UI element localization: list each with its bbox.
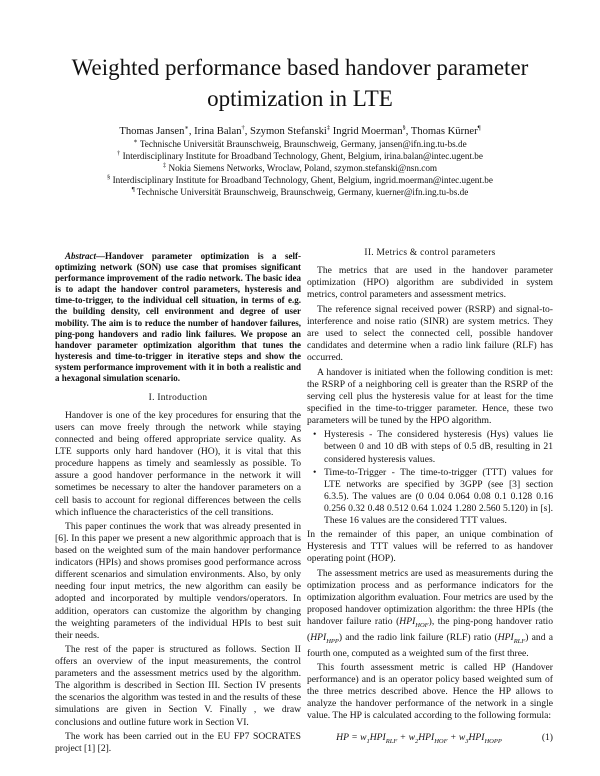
text-run: ) and a fourth one, computed as a weighted sum of the first three. bbox=[307, 631, 553, 659]
equation-number: (1) bbox=[541, 731, 553, 743]
parameter-list bbox=[307, 429, 553, 526]
affiliation-text: Interdisciplinary Institute for Broadband Technology, Ghent, Belgium, irina.balan@intec.ugent.be bbox=[122, 150, 483, 161]
author-name: Thomas Kürner bbox=[410, 126, 478, 137]
abstract-label: Abstract bbox=[65, 251, 97, 261]
list-item-text: Hysteresis - The considered hysteresis (Hys) values lie between 0 and 10 dB with steps of 0.5 dB, resulting in 21 considered hysteresis values. bbox=[324, 429, 553, 465]
math-symbol: HPI bbox=[399, 615, 416, 627]
equation-formula: HP = $w_1HPI_{RLF} + w_2HPI_{HOF} + w_3HPI_{HOPP}$ bbox=[336, 731, 502, 745]
author-list: Thomas Jansen∗, Irina Balan†, Szymon Stefanski‡ Ingrid Moerman§, Thomas Kürner¶ bbox=[119, 124, 481, 137]
paragraph: The work has been carried out in the EU FP7 SOCRATES project [1] [2]. bbox=[55, 731, 301, 755]
equation-1 bbox=[307, 732, 553, 752]
math-subscript: 2 bbox=[414, 737, 419, 745]
paragraph: A handover is initiated when the following condition is met: the RSRP of a neighboring cell is greater than the RSRP of the serving cell plus the hysteresis value for at least for the time specified in the time-to-trigger parameter. Hence, these two parameters will be tuned by the HPO algorithm. bbox=[307, 366, 553, 426]
text-run: ), the ping-pong handover ratio ( bbox=[307, 615, 554, 643]
author-name: Irina Balan bbox=[194, 126, 242, 137]
paragraph: The metrics that are used in the handover parameter optimization (HPO) algorithm are subdivided in system metrics, control parameters and assessment metrics. bbox=[307, 265, 553, 301]
left-column bbox=[55, 251, 301, 758]
math-symbol: HPI bbox=[468, 731, 485, 743]
affiliation-list bbox=[40, 139, 560, 199]
math-symbol: w bbox=[408, 731, 415, 743]
list-item bbox=[307, 467, 553, 527]
math-symbol: HPI bbox=[369, 731, 386, 743]
abstract: Abstract—Handover parameter optimization is a self-optimizing network (SON) use case that promises significant performance improvement of the radio network. The basic idea is to adapt the handover control parameters, hysteresis and time-to-trigger, to the individual cell situation, in terms of e.g. the building density, cell environment and degree of user mobility. The aim is to reduce the number of handover failures, ping-pong handovers and radio link failures. We propose an handover parameter optimization algorithm that tunes the hysteresis and time-to-trigger in iterative steps and show the system performance improvement with it in both a realistic and a hexagonal simulation scenario. bbox=[55, 251, 301, 384]
author-name: Thomas Jansen bbox=[119, 126, 185, 137]
paragraph bbox=[307, 568, 553, 660]
affiliation-text: Interdisciplinary Institute for Broadband Technology, Ghent, Belgium, ingrid.moerman@intec.ugent.be bbox=[112, 174, 493, 185]
math-symbol: HPI bbox=[418, 731, 435, 743]
paragraph: Handover is one of the key procedures for ensuring that the users can move freely through the network while staying connected and being offered appropriate service quality. As LTE supports only hard handover (HO), it is vital that this procedure happens as timely and seamlessly as possible. To assure a good handover performance in the network it will sometimes be necessary to alter the handover parameters on a cell basis to account for regional differences between the cells which influence the characteristics of the cell transitions. bbox=[55, 410, 301, 518]
list-item-text: Time-to-Trigger - The time-to-trigger (TTT) values for LTE networks are specified by 3GPP (see [3] section 6.3.5). The values are (0 0.04 0.064 0.08 0.1 0.128 0.16 0.256 0.32 0.48 0.512 0.64 1.024 1.280 2.560 5.120) in [s]. These 16 values are the considered TTT values. bbox=[324, 466, 553, 526]
right-column bbox=[307, 248, 554, 752]
math-subscript: HOF bbox=[415, 621, 429, 629]
author-mark: ¶ bbox=[477, 124, 481, 132]
math-symbol: w bbox=[458, 731, 466, 743]
author-mark: § bbox=[402, 124, 406, 132]
math-symbol: HPI bbox=[497, 631, 514, 643]
paragraph: In the remainder of this paper, an unique combination of Hysteresis and TTT values will be referred to as handover operating point (HOP). bbox=[307, 528, 553, 564]
affiliation bbox=[40, 151, 560, 163]
bullet-icon: • bbox=[313, 429, 317, 441]
math-subscript: RLF bbox=[513, 637, 526, 645]
affiliation-mark: § bbox=[107, 173, 111, 181]
math-subscript: 3 bbox=[465, 737, 469, 745]
affiliation bbox=[40, 175, 560, 187]
author-name: Szymon Stefanski bbox=[250, 126, 327, 137]
affiliation-text: Nokia Siemens Networks, Wroclaw, Poland, szymon.stefanski@nsn.com bbox=[168, 162, 438, 173]
math-symbol: HPI bbox=[310, 631, 327, 643]
author-mark: ‡ bbox=[326, 124, 331, 132]
paragraph: This paper continues the work that was already presented in [6]. In this paper we present a new algorithmic approach that is based on the weighted sum of the main handover performance indicators (HPIs) and shows promises good performance across different scenarios and simulation environments. Also, by only needing four input metrics, the new algorithm can easily be adopted and incorporated by multiple vendors/operators. In addition, operators can customize the algorithm by changing the weighting parameters of the individual HPIs to best suit their needs. bbox=[55, 521, 301, 641]
affiliation bbox=[40, 187, 560, 199]
math-symbol: w bbox=[360, 731, 367, 743]
affiliation-mark: ‡ bbox=[162, 161, 167, 169]
paragraph: The reference signal received power (RSRP) and signal-to-interference and noise ratio (SINR) are system metrics. They are used to select the connected cell, possible handover candidates and determine when a radio link failure (RLF) has occurred. bbox=[307, 303, 553, 363]
math-subscript: HOPP bbox=[484, 737, 502, 745]
math-subscript: RLF bbox=[385, 737, 398, 745]
author-mark: † bbox=[241, 124, 245, 132]
affiliation-mark: † bbox=[117, 149, 121, 157]
list-item bbox=[307, 429, 553, 465]
text-run: The assessment metrics are used as measurements during the optimization process and as performance indicators for the optimization algorithm evaluation. Four metrics are used by the proposed handover optimization algorithm: the three HPIs (the handover failure ratio ( bbox=[307, 567, 553, 627]
author-name: Ingrid Moerman bbox=[332, 126, 403, 137]
text-run: ) and the radio link failure (RLF) ratio ( bbox=[338, 631, 498, 643]
affiliation-text: Technische Universität Braunschweig, Braunschweig, Germany, kuerner@ifn.ing.tu-bs.de bbox=[136, 186, 469, 197]
bullet-icon: • bbox=[313, 466, 317, 478]
math-subscript: HPP bbox=[326, 637, 339, 645]
author-mark: ∗ bbox=[184, 124, 189, 132]
affiliation-mark: ¶ bbox=[131, 185, 135, 193]
affiliation-text: Technische Universität Braunschweig, Braunschweig, Germany, jansen@ifn.ing.tu-bs.de bbox=[139, 139, 467, 149]
affiliation-mark: ∗ bbox=[133, 137, 138, 145]
section-heading-metrics: II. Metrics & control parameters bbox=[364, 248, 496, 258]
section-heading-introduction: I. Introduction bbox=[148, 393, 208, 404]
math-subscript: 1 bbox=[366, 737, 370, 745]
paragraph: This fourth assessment metric is called HP (Handover performance) and is an operator policy based weighted sum of the three metrics described above. Hence the HP allows to analyze the handover performance of the network in a single value. The HP is calculated according to the following formula: bbox=[307, 662, 553, 722]
math-symbol: HP bbox=[336, 731, 349, 743]
math-subscript: HOF bbox=[434, 737, 448, 745]
affiliation bbox=[40, 163, 560, 175]
abstract-text: Handover parameter optimization is a self-optimizing network (SON) use case that promises significant performance improvement of the radio network. The basic idea is to adapt the handover control parameters, hysteresis and time-to-trigger, to the individual cell situation, in terms of e.g. the building density, cell environment and degree of user mobility. The aim is to reduce the number of handover failures, ping-pong handovers and radio link failures. We propose an handover parameter optimization algorithm that tunes the hysteresis and time-to-trigger in iterative steps and show the system performance improvement with it in both a realistic and a hexagonal simulation scenario. bbox=[55, 251, 301, 384]
paper-title: Weighted performance based handover parameter optimization in LTE bbox=[71, 55, 529, 111]
paragraph: The rest of the paper is structured as follows. Section II offers an overview of the input measurements, the control parameters and the assessment metrics used by the algorithm. The algorithm is described in Section III. Section IV presents the scenarios the algorithm was tested in and the results of these simulations are given in Section V. Finally , we draw conclusions and outline future work in Section VI. bbox=[55, 644, 301, 728]
